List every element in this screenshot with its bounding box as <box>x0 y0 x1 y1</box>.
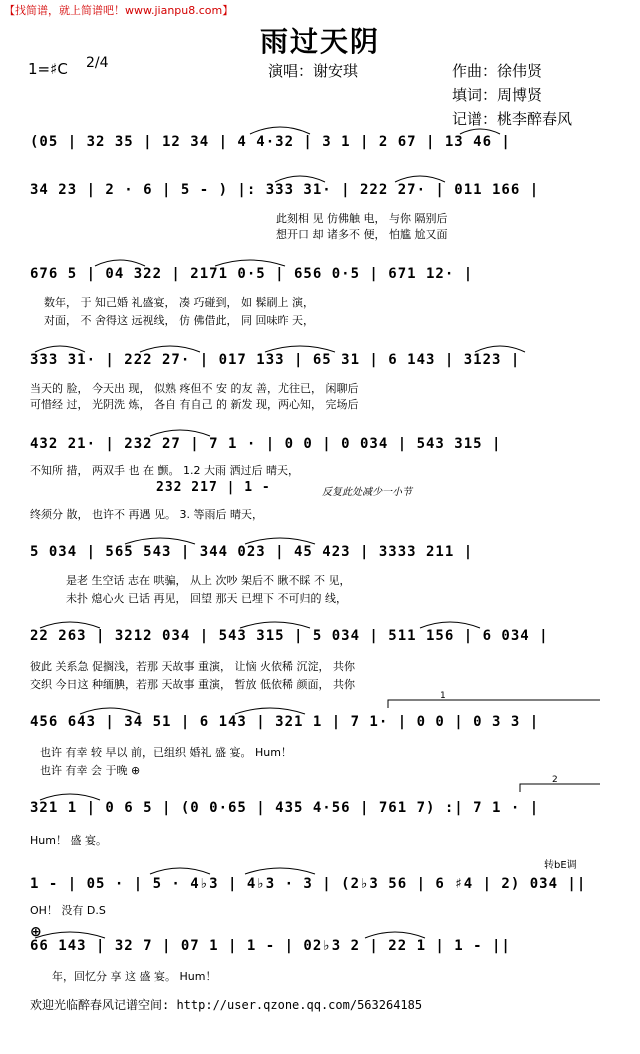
lyric-line-2: 终须分 散， 也许不 再遇 见。 3. 等雨后 晴天， <box>30 508 263 521</box>
lyricist-credit: 填词：周博贤 <box>452 86 543 104</box>
lyric-line-2: 对面， 不 舍得这 远视线， 仿 佛借此， 同 回味昨 天， <box>44 314 314 327</box>
lyric-line-1: 也许 有幸 较 早以 前，已组织 婚礼 盛 宴。 Hum！ <box>40 746 292 759</box>
notation-line: 1 - | 05 · | 5 · 4♭3 | 4♭3 · 3 | (2♭3 56 | 6 ♯4 | 2) 034 || <box>30 876 587 892</box>
lyric-line-1: 不知所 措， 两双手 也 在 颤。 1.2 大雨 洒过后 晴天， <box>30 464 299 477</box>
lyric-line-1: 此刻相 见 仿佛触 电， 与你 隔别后 <box>276 212 448 225</box>
lyric-line-2: 想开口 却 诸多不 便， 怕尴 尬又面 <box>276 228 448 241</box>
key-signature: 1=♯C <box>28 60 68 78</box>
lyric-line-1: 当天的 脸， 今天出 现， 似熟 疼但不 安 的友 善，尤往已， 闲聊后 <box>30 382 359 395</box>
lyric-line-2: 也许 有幸 会 于晚 ⊕ <box>40 764 141 777</box>
svg-text:1: 1 <box>440 691 446 701</box>
lyric-line-2: 可惜经 过， 光阴洗 炼， 各自 有自己 的 新发 现，两心知， 完场后 <box>30 398 359 411</box>
notation-line: 22 263 | 3212 034 | 543 315 | 5 034 | 511 156 | 6 034 | <box>30 628 549 644</box>
svg-text:2: 2 <box>552 775 558 785</box>
repeat-note: 反复此处减少一小节 <box>322 487 412 498</box>
notation-line: 456 643 | 34 51 | 6 143 | 321 1 | 7 1· | 0 0 | 0 3 3 | <box>30 714 540 730</box>
lyric-line-1: 是老 生空话 志在 哄骗， 从上 次吵 架后不 瞅不睬 不 见， <box>66 574 351 587</box>
notation-line: (05 | 32 35 | 12 34 | 4 4·32 | 3 1 | 2 67 | 13 46 | <box>30 134 511 150</box>
lyric-line-2: 未扑 熄心火 已话 再见， 回望 那天 已埋下 不可归的 线， <box>66 592 347 605</box>
lyric-line-1: 数年， 于 知己婚 礼盛宴， 凑 巧碰到， 如 髹刷上 演， <box>44 296 314 309</box>
lyric-line-1: Hum！ 盛 宴。 <box>30 834 107 847</box>
transcriber-credit: 记谱：桃李醉春风 <box>452 110 573 128</box>
lyric-line-1: OH！ 没有 D.S <box>30 904 106 917</box>
notation-line: 66 143 | 32 7 | 07 1 | 1 - | 02♭3 2 | 22 1 | 1 - || <box>30 938 511 954</box>
notation-line: 676 5 | 04 322 | 2171 0·5 | 656 0·5 | 671 12· | <box>30 266 474 282</box>
lyric-line-1: 年，回忆分 享 这 盛 宴。 Hum！ <box>52 970 217 983</box>
key-change-label: 转bE调 <box>544 860 577 871</box>
coda-icon: ⊕ <box>30 924 42 940</box>
singer-credit: 演唱：谢安琪 <box>268 62 359 80</box>
notation-line: 333 31· | 222 27· | 017 133 | 65 31 | 6 143 | 3123 | <box>30 352 521 368</box>
notation-line: 321 1 | 0 6 5 | (0 0·65 | 435 4·56 | 761 7) :| 7 1 · | <box>30 800 540 816</box>
song-title: 雨过天阴 <box>259 25 380 58</box>
alt-notation: 232 217 | 1 - <box>156 480 271 495</box>
lyric-line-1: 彼此 关系急 促搁浅，若那 天故事 重演， 让恼 火依稀 沉淀， 共你 <box>30 660 355 673</box>
composer-credit: 作曲：徐伟贤 <box>452 62 543 80</box>
time-signature: 2/4 <box>86 55 109 71</box>
score-row <box>0 432 640 552</box>
notation-line: 34 23 | 2 · 6 | 5 - ) |: 333 31· | 222 27· | 011 166 | <box>30 182 540 198</box>
notation-line: 5 034 | 565 543 | 344 023 | 45 423 | 3333 211 | <box>30 544 474 560</box>
notation-line: 432 21· | 232 27 | 7 1 · | 0 0 | 0 034 | 543 315 | <box>30 436 502 452</box>
footer-link[interactable]: 欢迎光临醉春风记谱空间: http://user.qzone.qq.com/563264185 <box>30 998 423 1012</box>
site-banner[interactable]: 【找简谱，就上简谱吧！www.jianpu8.com】 <box>4 4 234 17</box>
score-row <box>0 934 640 1054</box>
lyric-line-2: 交织 今日这 种缅腆，若那 天故事 重演， 暂放 低依稀 颜面， 共你 <box>30 678 355 691</box>
